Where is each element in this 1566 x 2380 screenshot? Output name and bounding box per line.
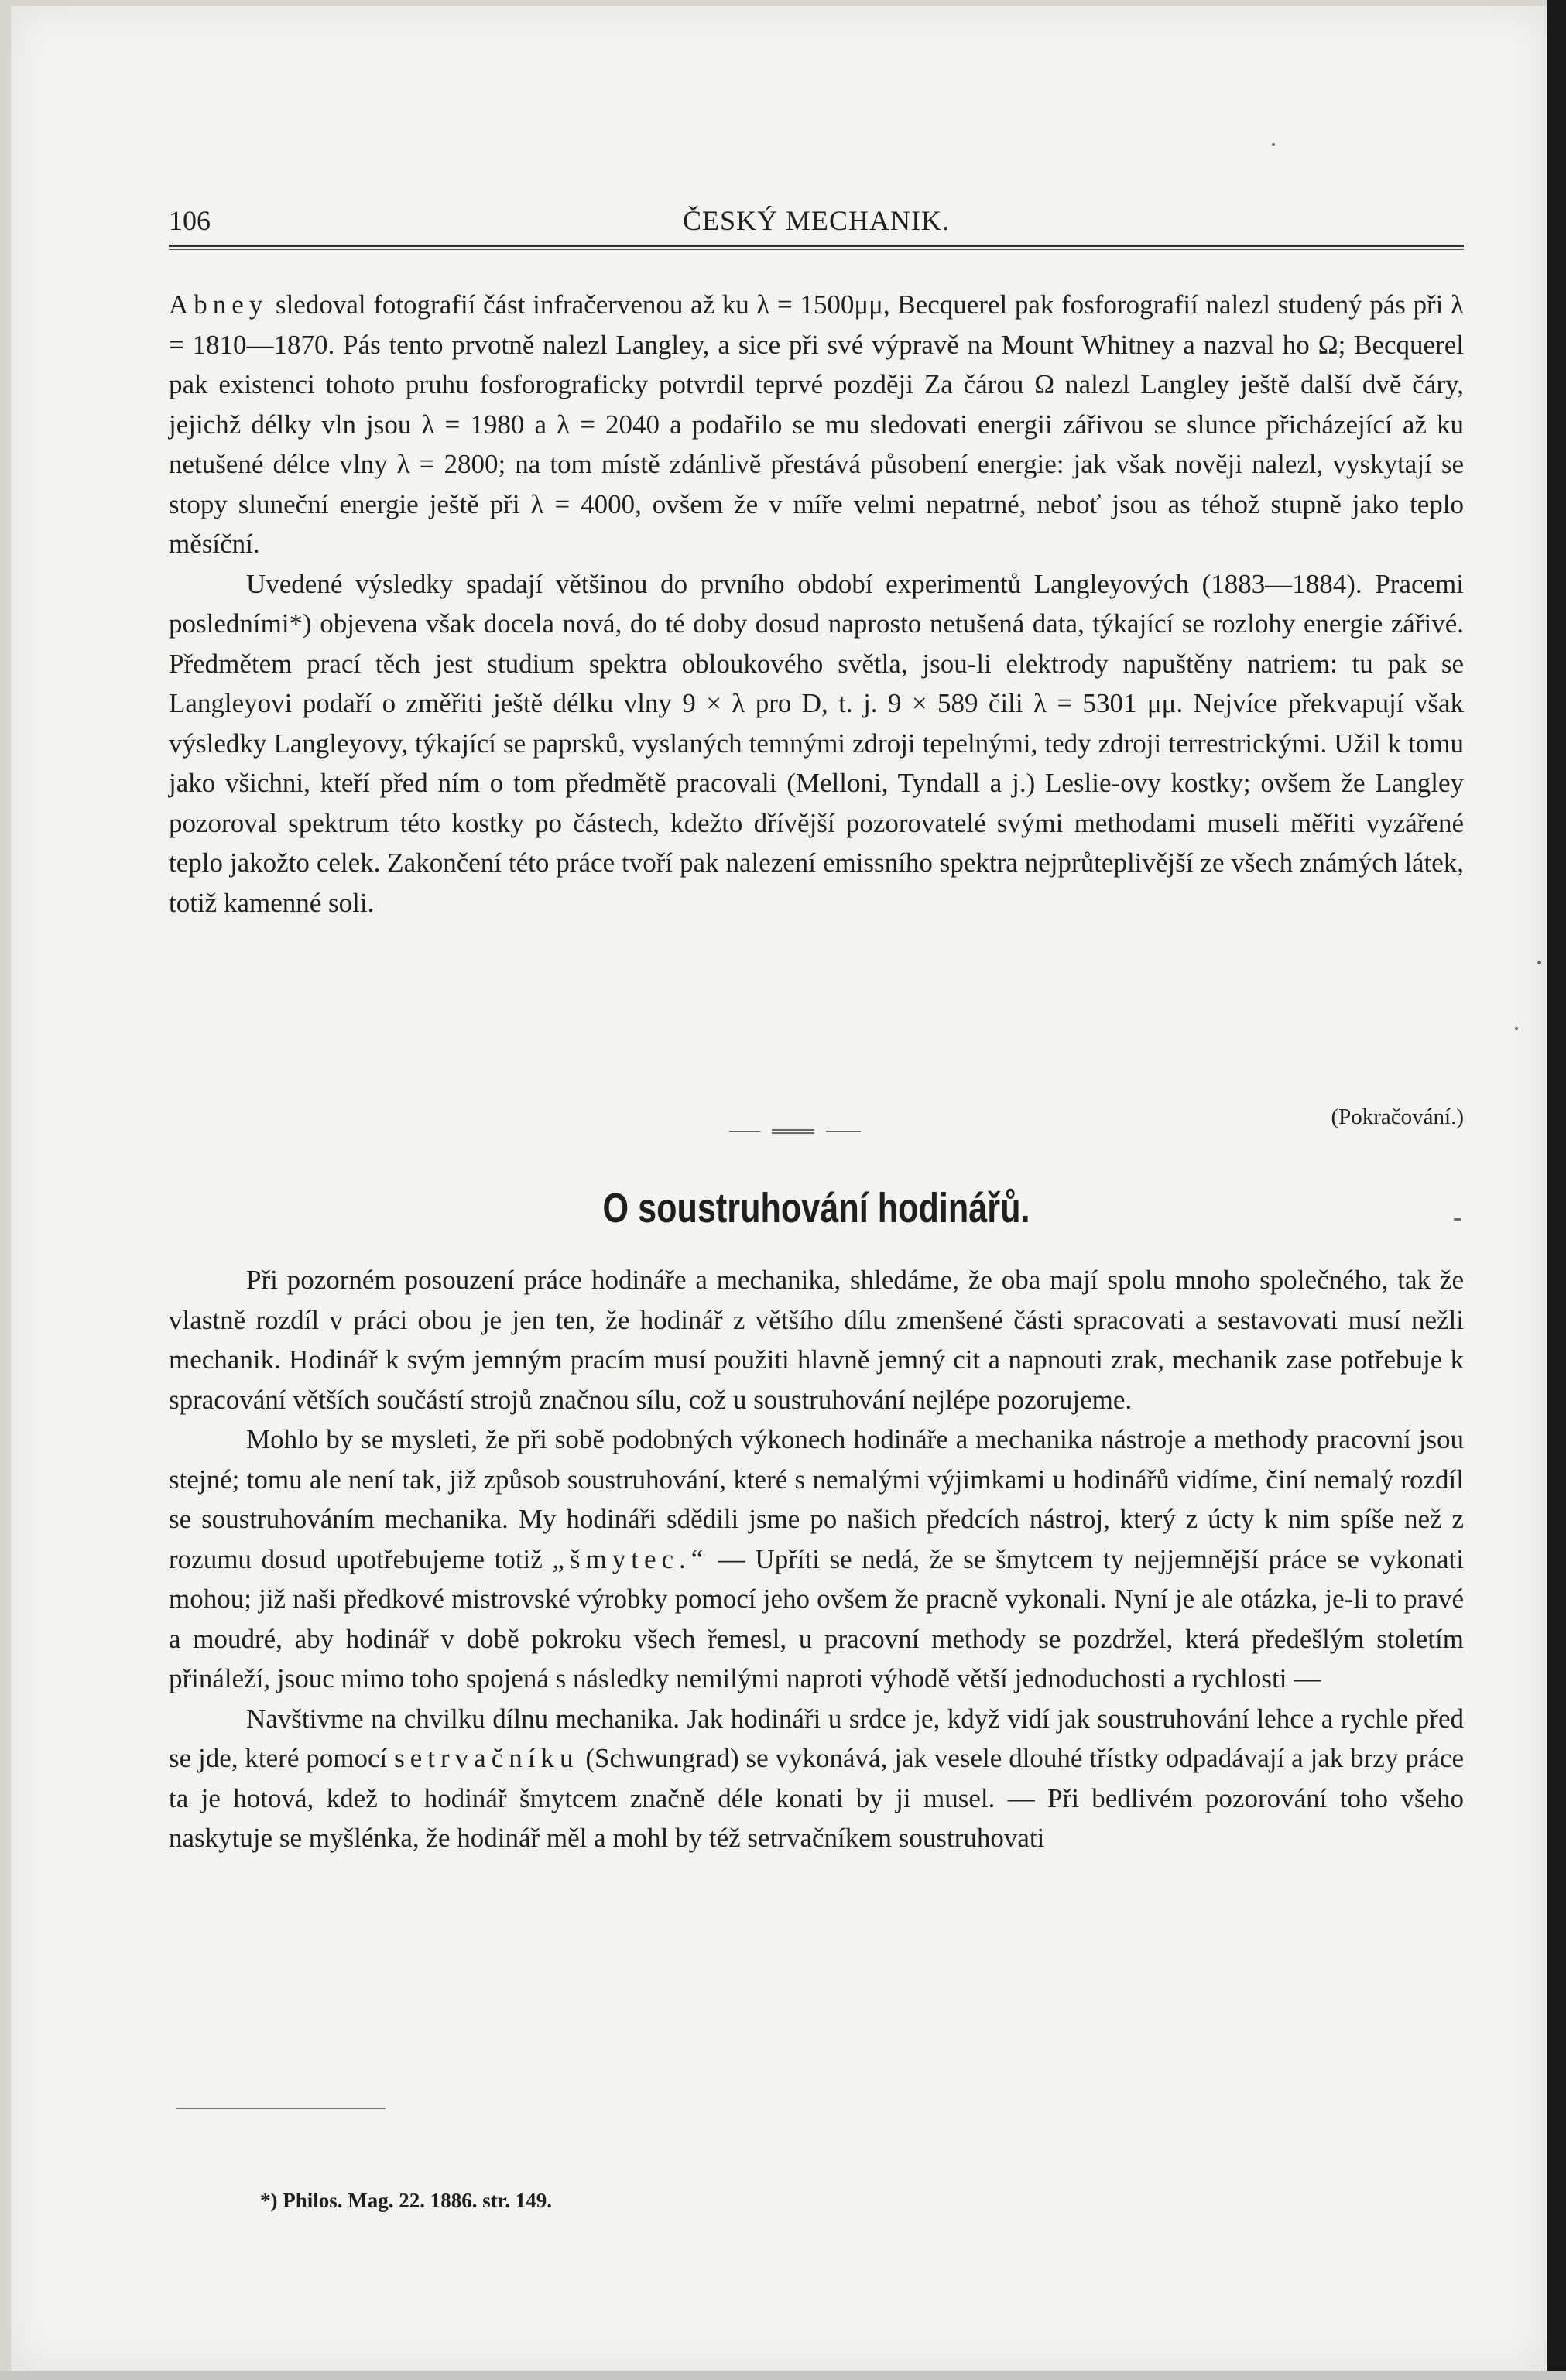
paragraph — [169, 285, 1464, 564]
paragraph: Uvedené výsledky spadají většinou do prvního období experimentů Langleyových (1883—1884). Pracemi posledními*) objevena však docela nová, do té doby dosud naprosto netušená data, týkající se rozlohy energie zářivé. Předmětem prací těch jest studium spektra obloukového světla, jsou-li elektrody napuštěny natriem: tu pak se Langleyovi podaří o změřiti ještě délku vlny 9 × λ pro D, t. j. 9 × 589 čili λ = 5301 μμ. Nejvíce překvapují však výsledky Langleyovy, týkající se paprsků, vyslaných temnými zdroji tepelnými, tedy zdroji terrestrickými. Užil k tomu jako všichni, kteří před ním o tom předmětě pracovali (Melloni, Tyndall a j.) Leslie-ovy kostky; ovšem že Langley pozoroval spektrum této kostky po částech, kdežto dřívější pozorovatelé svými methodami museli měřiti vyzářené teplo jakožto celek. Zakončení této práce tvoří pak nalezení emissního spektra nejprůteplivější ze všech známých látek, totiž kamenné soli. — [169, 568, 1464, 918]
section-divider — [729, 1129, 884, 1134]
emphasis-term: „šmytec.“ — [552, 1543, 709, 1574]
journal-title: ČESKÝ MECHANIK. — [682, 205, 950, 236]
paragraph — [169, 1419, 1464, 1699]
footnote-rule — [176, 2108, 386, 2109]
emphasis-term: setrvačníku — [394, 1743, 579, 1773]
article-title: O soustruhování hodinářů. — [602, 1185, 1030, 1231]
paragraph-text: — Upříti se nedá, že se šmytcem ty nejjemnější práce se vykonati mohou; již naši předkové mistrovské výrobky pomocí jeho ovšem že pracně vykonali. Nyní je ale otázka, je-li to pravé a moudré, aby hodinář v době pokroku všech řemesl, u pracovní methody se pozdržel, která předešlým stoletím přináleží, jsouc mimo toho spojená s následky nemilými naproti výhodě větší jednoduchosti a rychlosti — — [169, 1543, 1464, 1693]
scan-bottom-edge — [0, 2371, 1566, 2380]
spaced-name: Abney — [169, 289, 269, 320]
paper-speck — [1515, 1027, 1518, 1030]
page-number: 106 — [169, 205, 211, 236]
paper-speck — [1537, 961, 1541, 964]
paragraph-text: Mohlo by se mysleti, že při sobě podobných výkonech hodináře a mechanika nástroje a methody pracovní jsou stejné; tomu ale není tak, již způsob soustruhování, které s nemalými výjimkami u hodinářů vidíme, činí nemalý rozdíl se soustruhováním mechanika. My hodináři sdědili jsme po našich předcích nástroj, který z úcty k nim spíše než z rozumu dosud upotřebujeme totiž — [169, 1424, 1464, 1574]
scan-edge — [1547, 0, 1566, 2380]
paragraph — [169, 1699, 1464, 1858]
header-rule — [169, 245, 1464, 250]
footnote: *) Philos. Mag. 22. 1886. str. 149. — [260, 2189, 552, 2212]
running-head — [169, 201, 1464, 240]
paragraph-text: (Schwungrad) se vykonává, jak vesele dlouhé třístky odpadávají a jak brzy práce ta je hotová, kdež to hodinář šmytcem značně déle konati by ji musel. — Při bedlivém pozorování toho všeho naskytuje se myšlénka, že hodinář měl a mohl by též setrvačníkem soustruhovati — [169, 1743, 1464, 1853]
continued-note: (Pokračování.) — [1331, 1104, 1464, 1129]
paragraph-text: Navštivme na chvilku dílnu mechanika. Jak hodináři u srdce je, když vidí jak soustruhování lehce a rychle před se jde, které pomocí — [169, 1703, 1464, 1773]
paragraph: Při pozorném posouzení práce hodináře a mechanika, shledáme, že oba mají spolu mnoho společného, tak že vlastně rozdíl v práci obou je jen ten, že hodinář z většího dílu zmenšené části spracovati a sestavovati musí nežli mechanik. Hodinář k svým jemným pracím musí použiti hlavně jemný cit a napnouti zrak, mechanik zase potřebuje k spracování větších součástí strojů značnou sílu, což u soustruhování nejlépe pozorujeme. — [169, 1265, 1464, 1415]
article-spectrum-continuation — [169, 285, 1464, 923]
paragraph-text: sledoval fotografií část infračervenou až ku λ = 1500μμ, Becquerel pak fosforografií nalezl studený pás při λ = 1810—1870. Pás tento prvotně nalezl Langley, a sice při své výpravě na Mount Whitney a nazval ho Ω; Becquerel pak existenci tohoto pruhu fosforograficky potvrdil teprvé později Za čárou Ω nalezl Langley ještě další dvě čáry, jejichž délky vln jsou λ = 1980 a λ = 2040 a podařilo se mu sledovati energii zářivou se slunce přicházející až ku netušené délce vlny λ = 2800; na tom místě zdánlivě přestává působení energie: jak však nověji nalezl, vyskytají se stopy sluneční energie ještě při λ = 4000, ovšem že v míře velmi nepatrné, neboť jsou as téhož stupně jako teplo měsíční. — [169, 289, 1464, 559]
paper-speck — [1272, 143, 1275, 146]
paper-speck — [1454, 1218, 1461, 1221]
article-watchmakers-turning — [169, 1260, 1464, 1858]
